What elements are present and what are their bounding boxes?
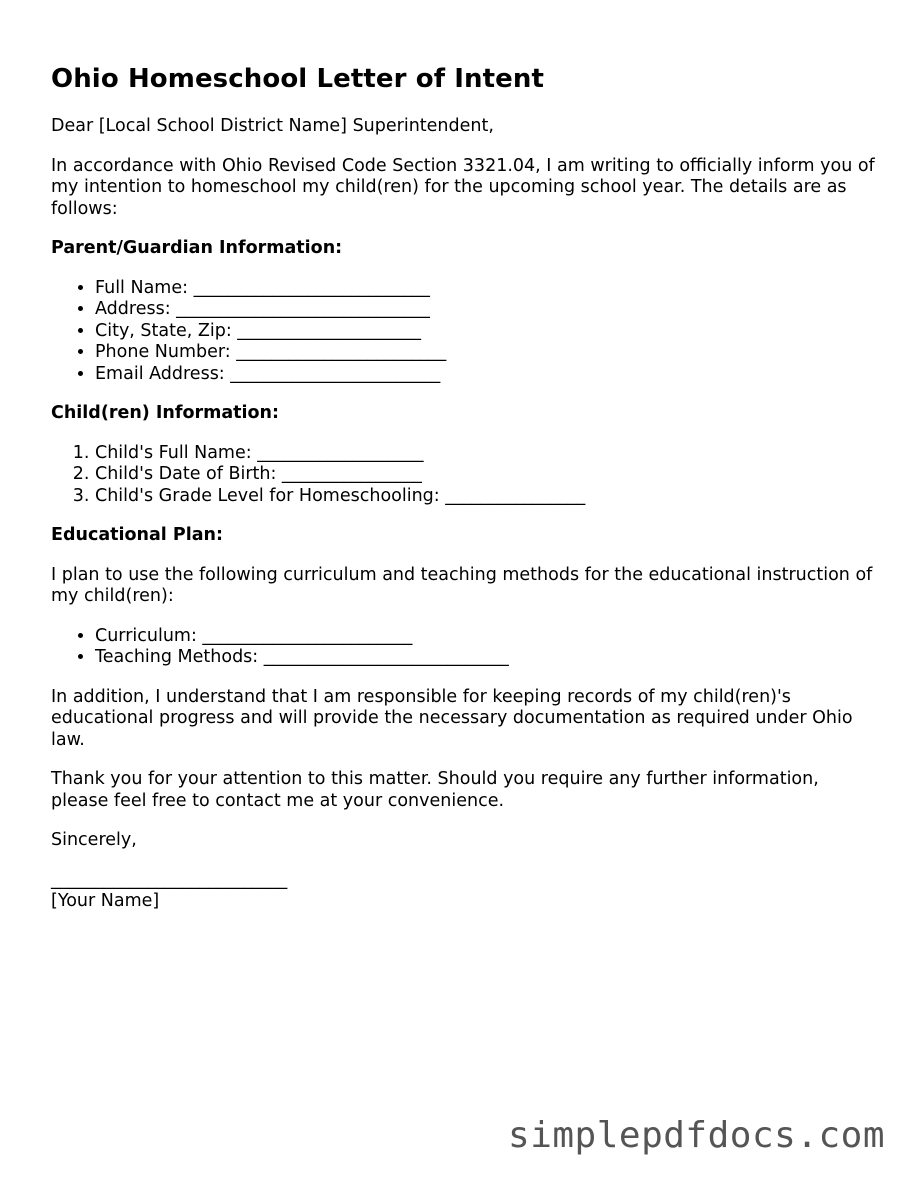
watermark: simplepdfdocs.com bbox=[508, 1115, 885, 1156]
children-info-heading: Child(ren) Information: bbox=[51, 403, 279, 423]
curriculum-field: • Curriculum: ________________________ bbox=[95, 626, 881, 648]
signature-name: [Your Name] bbox=[51, 891, 160, 911]
educational-plan-heading: Educational Plan: bbox=[51, 525, 223, 545]
parent-address-field: • Address: _____________________________ bbox=[95, 299, 881, 321]
child-grade-level-field: 3. Child's Grade Level for Homeschooling: ________________ bbox=[95, 486, 881, 508]
parent-city-state-zip-field: • City, State, Zip: _____________________ bbox=[95, 321, 881, 343]
parent-info-heading: Parent/Guardian Information: bbox=[51, 238, 343, 258]
signature-line: ___________________________ bbox=[51, 869, 288, 890]
parent-email-field: • Email Address: ________________________ bbox=[95, 364, 881, 386]
parent-info-list bbox=[51, 278, 881, 386]
letter-title: Ohio Homeschool Letter of Intent bbox=[51, 64, 545, 94]
parent-phone-field: • Phone Number: ________________________ bbox=[95, 342, 881, 364]
teaching-methods-field: • Teaching Methods: ____________________________ bbox=[95, 647, 881, 669]
child-full-name-field: 1. Child's Full Name: ___________________ bbox=[95, 443, 881, 465]
intro-paragraph: In accordance with Ohio Revised Code Section 3321.04, I am writing to officially inform you of my intention to homeschool my child(ren) for the upcoming school year. The details are as follows: bbox=[51, 155, 875, 219]
closing: Sincerely, bbox=[51, 830, 137, 850]
child-birth-date-field: 2. Child's Date of Birth: ________________ bbox=[95, 464, 881, 486]
educational-plan-intro: I plan to use the following curriculum and teaching methods for the educational instruction of my child(ren): bbox=[51, 564, 873, 606]
letter-page bbox=[51, 58, 881, 913]
thanks-paragraph: Thank you for your attention to this matter. Should you require any further information, please feel free to contact me at your convenience. bbox=[51, 769, 819, 811]
educational-plan-list bbox=[51, 626, 881, 669]
children-info-list bbox=[51, 443, 881, 508]
parent-full-name-field: • Full Name: ___________________________ bbox=[95, 278, 881, 300]
records-paragraph: In addition, I understand that I am responsible for keeping records of my child(ren)'s educational progress and will provide the necessary documentation as required under Ohio law. bbox=[51, 686, 853, 750]
salutation: Dear [Local School District Name] Superintendent, bbox=[51, 116, 494, 136]
